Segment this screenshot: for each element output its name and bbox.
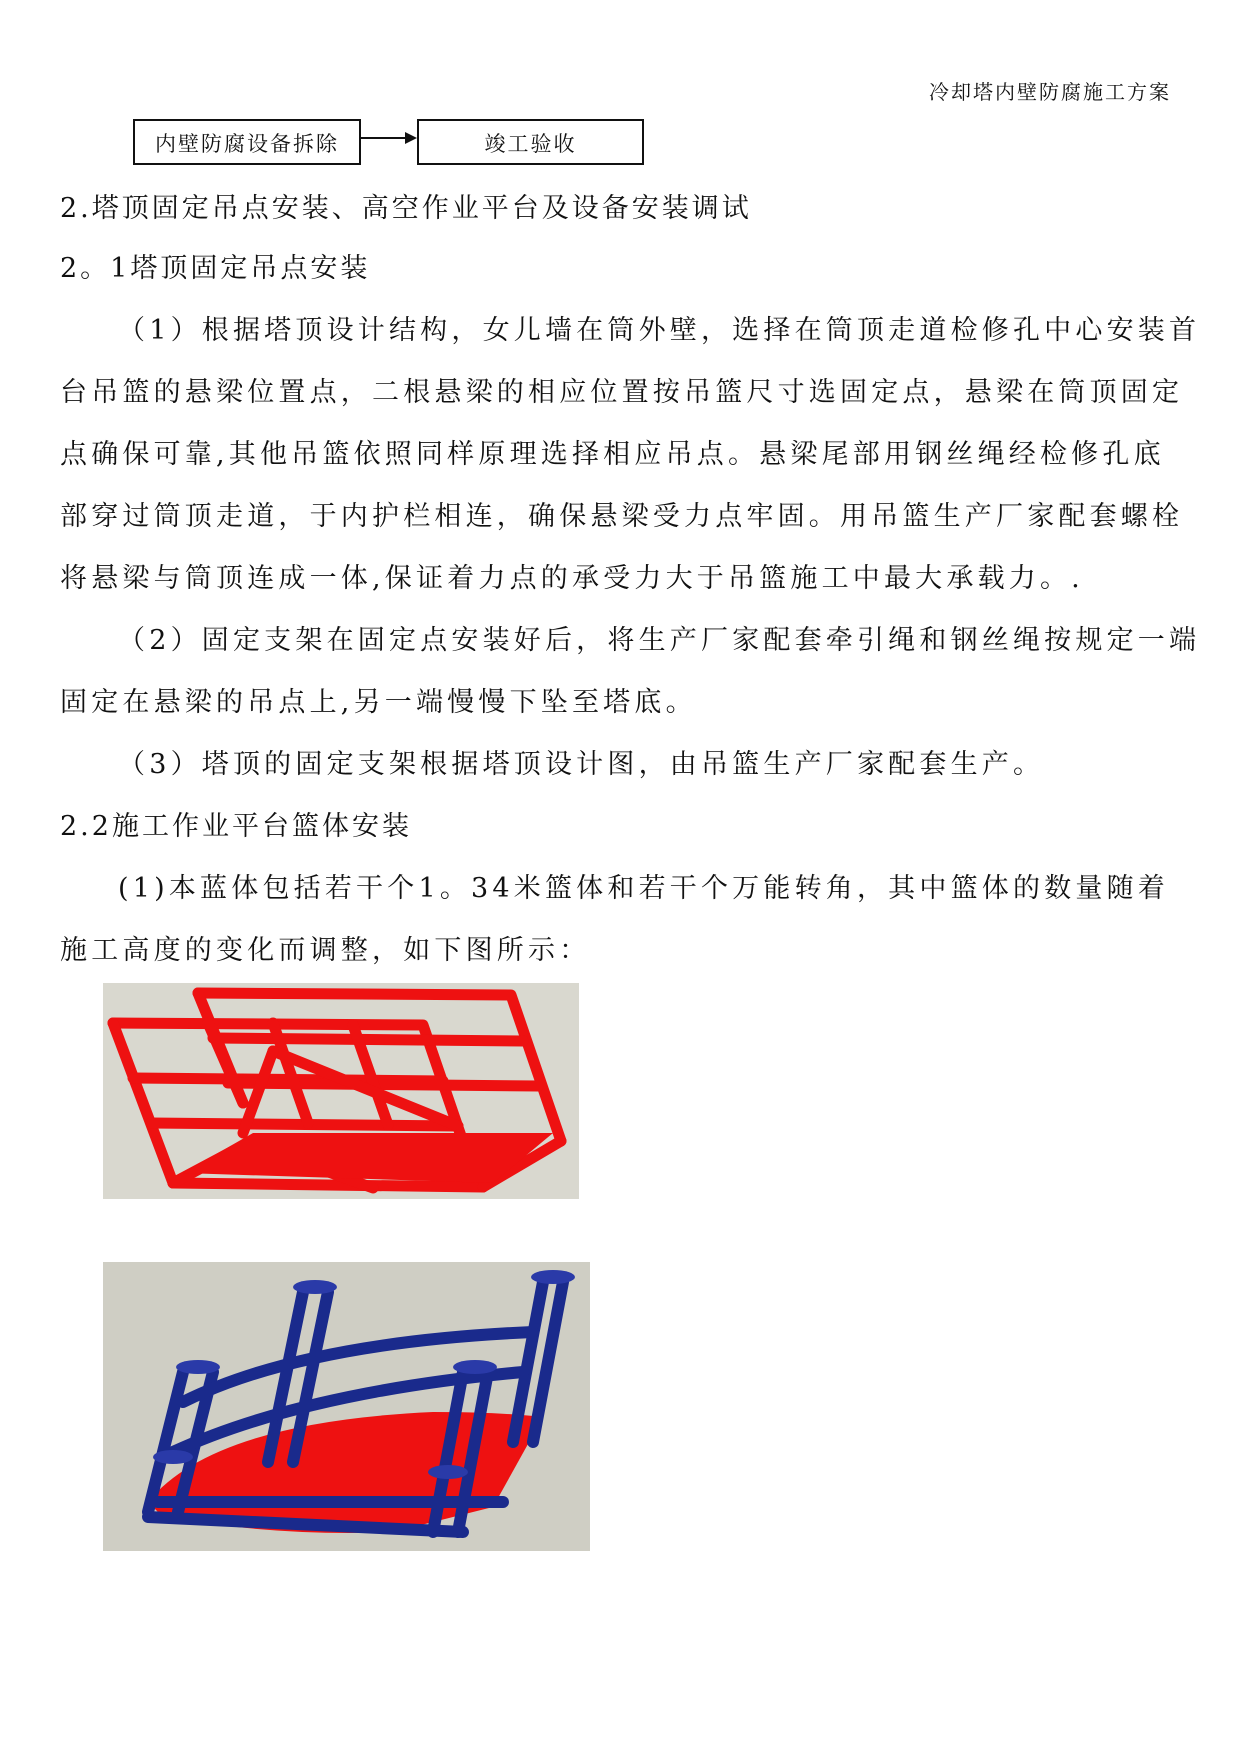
section-heading-2: 2.塔顶固定吊点安装、高空作业平台及设备安装调试 (60, 193, 752, 224)
paragraph-4-line: (1)本蓝体包括若干个1。34米篮体和若干个万能转角，其中篮体的数量随着 (118, 873, 1169, 904)
page-header: 冷却塔内壁防腐施工方案 (929, 80, 1171, 104)
flow-arrow-icon (361, 131, 417, 145)
paragraph-4-line: 施工高度的变化而调整，如下图所示： (60, 935, 591, 966)
universal-corner-figure (103, 1262, 590, 1551)
paragraph-1-line: 台吊篮的悬梁位置点，二根悬梁的相应位置按吊篮尺寸选固定点，悬梁在筒顶固定 (60, 377, 1184, 408)
paragraph-2-line: 固定在悬梁的吊点上,另一端慢慢下坠至塔底。 (60, 687, 697, 718)
section-heading-2-1: 2。1塔顶固定吊点安装 (60, 253, 371, 284)
section-heading-2-2: 2.2施工作业平台篮体安装 (60, 811, 412, 842)
flow-box-equipment-removal: 内壁防腐设备拆除 (133, 119, 361, 165)
paragraph-1-line: （1）根据塔顶设计结构，女儿墙在筒外壁，选择在筒顶走道检修孔中心安装首 (118, 315, 1201, 346)
paragraph-1-line: 点确保可靠,其他吊篮依照同样原理选择相应吊点。悬梁尾部用钢丝绳经检修孔底 (60, 439, 1165, 470)
flow-box-completion-acceptance: 竣工验收 (417, 119, 644, 165)
paragraph-3-line: （3）塔顶的固定支架根据塔顶设计图，由吊篮生产厂家配套生产。 (118, 749, 1045, 780)
paragraph-2-line: （2）固定支架在固定点安装好后，将生产厂家配套牵引绳和钢丝绳按规定一端 (118, 625, 1201, 656)
paragraph-1-line: 部穿过筒顶走道，于内护栏相连，确保悬梁受力点牢固。用吊篮生产厂家配套螺栓 (60, 501, 1184, 532)
basket-body-figure (103, 983, 579, 1199)
paragraph-1-line: 将悬梁与筒顶连成一体,保证着力点的承受力大于吊篮施工中最大承载力。. (60, 563, 1084, 594)
